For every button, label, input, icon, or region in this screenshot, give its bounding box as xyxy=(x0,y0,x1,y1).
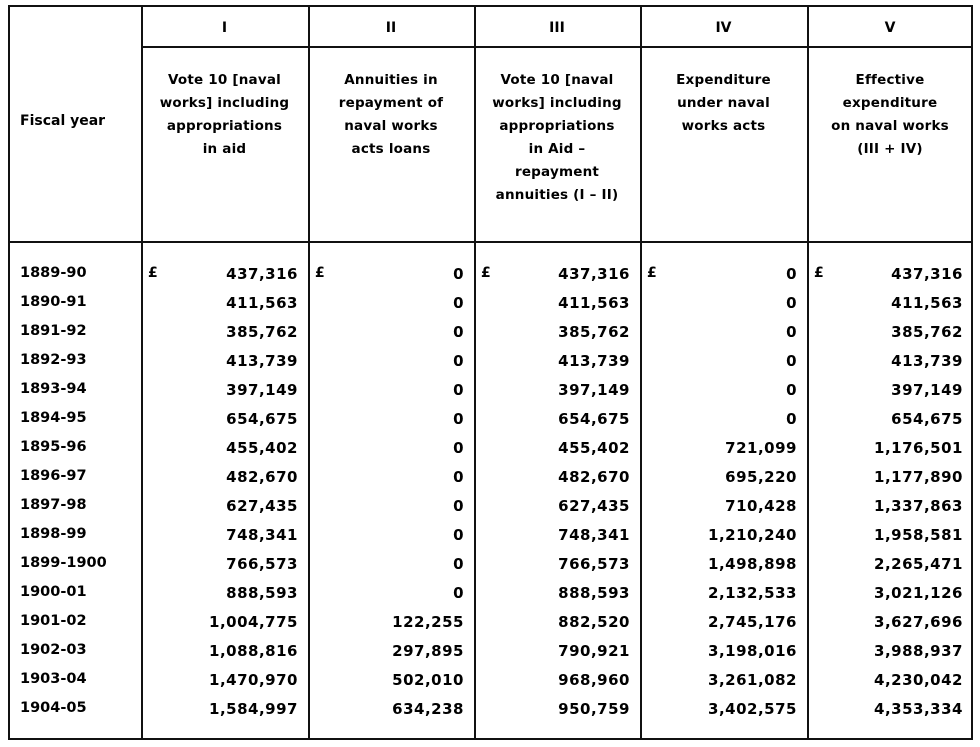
header-rule xyxy=(10,241,971,243)
value-cell: 297,895 xyxy=(392,642,464,660)
value-cell: 3,988,937 xyxy=(874,642,963,660)
value-cell: 4,230,042 xyxy=(874,671,963,689)
table-row xyxy=(10,323,971,352)
table-row xyxy=(10,671,971,700)
value-cell: 710,428 xyxy=(725,497,797,515)
column-number-rule xyxy=(141,46,971,48)
fiscal-year-cell: 1903-04 xyxy=(20,671,87,687)
value-cell: 411,563 xyxy=(891,294,963,312)
value-cell: 0 xyxy=(786,265,797,283)
currency-symbol: £ xyxy=(315,265,325,281)
value-cell: 721,099 xyxy=(725,439,797,457)
table-row xyxy=(10,555,971,584)
table-row xyxy=(10,584,971,613)
value-cell: 3,402,575 xyxy=(708,700,797,718)
value-cell: 0 xyxy=(453,584,464,602)
value-cell: 1,210,240 xyxy=(708,526,797,544)
header-line: Annuities in xyxy=(344,72,438,88)
fiscal-year-cell: 1900-01 xyxy=(20,584,87,600)
table-row xyxy=(10,381,971,410)
column-header xyxy=(640,69,807,138)
value-cell: 0 xyxy=(786,294,797,312)
value-cell: 2,745,176 xyxy=(708,613,797,631)
value-cell: 627,435 xyxy=(226,497,298,515)
currency-symbol: £ xyxy=(814,265,824,281)
header-line: Vote 10 [naval xyxy=(500,72,614,88)
fiscal-year-cell: 1899-1900 xyxy=(20,555,107,571)
header-line: under naval xyxy=(677,95,770,111)
header-line: (III + IV) xyxy=(857,141,923,157)
header-line: in Aid – xyxy=(528,141,586,157)
fiscal-year-header: Fiscal year xyxy=(20,113,106,129)
value-cell: 455,402 xyxy=(226,439,298,457)
value-cell: 122,255 xyxy=(392,613,464,631)
value-cell: 0 xyxy=(453,526,464,544)
fiscal-year-cell: 1890-91 xyxy=(20,294,87,310)
value-cell: 0 xyxy=(786,381,797,399)
table-row xyxy=(10,439,971,468)
fiscal-year-cell: 1893-94 xyxy=(20,381,87,397)
value-cell: 654,675 xyxy=(558,410,630,428)
fiscal-year-cell: 1892-93 xyxy=(20,352,87,368)
value-cell: 482,670 xyxy=(226,468,298,486)
fiscal-year-cell: 1896-97 xyxy=(20,468,87,484)
value-cell: 0 xyxy=(453,381,464,399)
table-row xyxy=(10,526,971,555)
value-cell: 3,021,126 xyxy=(874,584,963,602)
value-cell: 1,088,816 xyxy=(209,642,298,660)
value-cell: 1,498,898 xyxy=(708,555,797,573)
value-cell: 4,353,334 xyxy=(874,700,963,718)
value-cell: 0 xyxy=(453,294,464,312)
value-cell: 695,220 xyxy=(725,468,797,486)
value-cell: 766,573 xyxy=(558,555,630,573)
value-cell: 0 xyxy=(453,410,464,428)
value-cell: 1,584,997 xyxy=(209,700,298,718)
value-cell: 766,573 xyxy=(226,555,298,573)
column-number: II xyxy=(385,20,397,36)
value-cell: 482,670 xyxy=(558,468,630,486)
value-cell: 654,675 xyxy=(891,410,963,428)
column-number: V xyxy=(884,20,896,36)
value-cell: 0 xyxy=(786,352,797,370)
value-cell: 0 xyxy=(453,323,464,341)
value-cell: 2,132,533 xyxy=(708,584,797,602)
header-line: acts loans xyxy=(351,141,431,157)
column-header xyxy=(474,69,640,207)
value-cell: 397,149 xyxy=(891,381,963,399)
header-line: appropriations xyxy=(166,118,283,134)
value-cell: 3,198,016 xyxy=(708,642,797,660)
header-line: Expenditure xyxy=(676,72,771,88)
header-line: repayment xyxy=(514,164,600,180)
table-row xyxy=(10,468,971,497)
value-cell: 968,960 xyxy=(558,671,630,689)
header-line: works] including xyxy=(159,95,290,111)
table-row xyxy=(10,410,971,439)
fiscal-year-cell: 1889-90 xyxy=(20,265,87,281)
value-cell: 882,520 xyxy=(558,613,630,631)
value-cell: 1,958,581 xyxy=(874,526,963,544)
value-cell: 2,265,471 xyxy=(874,555,963,573)
naval-works-table xyxy=(8,5,973,740)
value-cell: 1,004,775 xyxy=(209,613,298,631)
column-number: I xyxy=(221,20,228,36)
table-row xyxy=(10,642,971,671)
value-cell: 413,739 xyxy=(558,352,630,370)
header-line: works] including xyxy=(492,95,622,111)
column-header xyxy=(141,69,308,161)
table-row xyxy=(10,294,971,323)
value-cell: 411,563 xyxy=(226,294,298,312)
value-cell: 0 xyxy=(786,323,797,341)
value-cell: 3,627,696 xyxy=(874,613,963,631)
value-cell: 502,010 xyxy=(392,671,464,689)
value-cell: 455,402 xyxy=(558,439,630,457)
value-cell: 0 xyxy=(453,265,464,283)
value-cell: 0 xyxy=(453,555,464,573)
column-number: IV xyxy=(715,20,732,36)
value-cell: 888,593 xyxy=(226,584,298,602)
header-line: on naval works xyxy=(831,118,949,134)
column-header xyxy=(308,69,474,161)
value-cell: 634,238 xyxy=(392,700,464,718)
header-line: appropriations xyxy=(499,118,615,134)
fiscal-year-cell: 1901-02 xyxy=(20,613,87,629)
value-cell: 888,593 xyxy=(558,584,630,602)
value-cell: 1,470,970 xyxy=(209,671,298,689)
header-line: naval works xyxy=(344,118,438,134)
value-cell: 627,435 xyxy=(558,497,630,515)
value-cell: 397,149 xyxy=(558,381,630,399)
value-cell: 385,762 xyxy=(226,323,298,341)
table-row xyxy=(10,700,971,729)
value-cell: 385,762 xyxy=(891,323,963,341)
header-line: expenditure xyxy=(842,95,938,111)
value-cell: 654,675 xyxy=(226,410,298,428)
value-cell: 0 xyxy=(453,439,464,457)
value-cell: 437,316 xyxy=(558,265,630,283)
value-cell: 411,563 xyxy=(558,294,630,312)
fiscal-year-cell: 1902-03 xyxy=(20,642,87,658)
currency-symbol: £ xyxy=(647,265,657,281)
fiscal-year-cell: 1891-92 xyxy=(20,323,87,339)
table-row xyxy=(10,265,971,294)
fiscal-year-cell: 1897-98 xyxy=(20,497,87,513)
fiscal-year-cell: 1895-96 xyxy=(20,439,87,455)
value-cell: 0 xyxy=(453,497,464,515)
value-cell: 950,759 xyxy=(558,700,630,718)
fiscal-year-cell: 1898-99 xyxy=(20,526,87,542)
table-row xyxy=(10,613,971,642)
value-cell: 0 xyxy=(453,468,464,486)
value-cell: 1,176,501 xyxy=(874,439,963,457)
value-cell: 748,341 xyxy=(226,526,298,544)
header-line: Vote 10 [naval xyxy=(167,72,281,88)
header-line: works acts xyxy=(681,118,766,134)
header-line: Effective xyxy=(855,72,925,88)
table-row xyxy=(10,497,971,526)
currency-symbol: £ xyxy=(148,265,158,281)
value-cell: 413,739 xyxy=(891,352,963,370)
value-cell: 437,316 xyxy=(226,265,298,283)
value-cell: 790,921 xyxy=(558,642,630,660)
fiscal-year-cell: 1894-95 xyxy=(20,410,87,426)
column-number: III xyxy=(549,20,565,36)
value-cell: 3,261,082 xyxy=(708,671,797,689)
value-cell: 397,149 xyxy=(226,381,298,399)
value-cell: 437,316 xyxy=(891,265,963,283)
value-cell: 0 xyxy=(453,352,464,370)
currency-symbol: £ xyxy=(481,265,491,281)
value-cell: 1,177,890 xyxy=(874,468,963,486)
value-cell: 748,341 xyxy=(558,526,630,544)
value-cell: 385,762 xyxy=(558,323,630,341)
header-line: repayment of xyxy=(338,95,444,111)
table-row xyxy=(10,352,971,381)
header-line: in aid xyxy=(202,141,247,157)
column-header xyxy=(807,69,973,161)
fiscal-year-cell: 1904-05 xyxy=(20,700,87,716)
value-cell: 413,739 xyxy=(226,352,298,370)
value-cell: 0 xyxy=(786,410,797,428)
header-line: annuities (I – II) xyxy=(495,187,619,203)
value-cell: 1,337,863 xyxy=(874,497,963,515)
